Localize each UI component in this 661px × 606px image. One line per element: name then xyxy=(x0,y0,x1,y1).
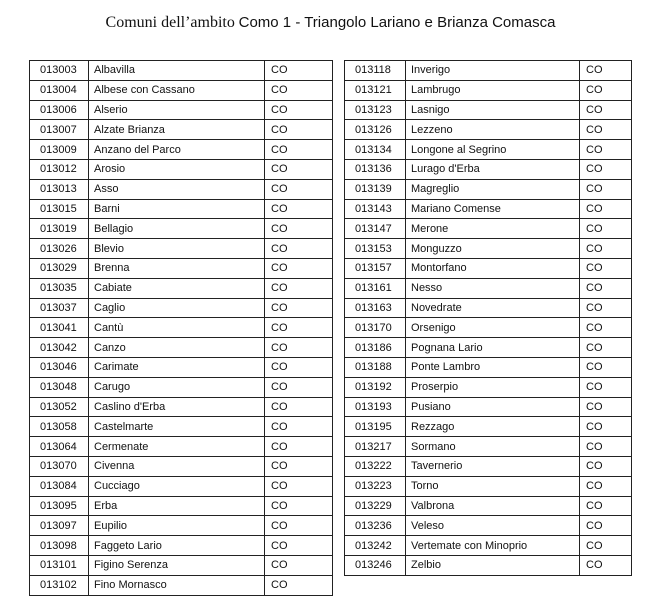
istat-code-cell: 013139 xyxy=(345,179,406,199)
istat-code-cell: 013097 xyxy=(30,516,89,536)
istat-code-cell: 013037 xyxy=(30,298,89,318)
istat-code-cell: 013098 xyxy=(30,536,89,556)
table-row xyxy=(30,140,333,160)
province-cell: CO xyxy=(580,298,632,318)
municipality-name-cell: Alserio xyxy=(89,100,265,120)
table-row xyxy=(345,61,632,81)
istat-code-cell: 013222 xyxy=(345,456,406,476)
istat-code-cell: 013004 xyxy=(30,80,89,100)
municipality-name-cell: Anzano del Parco xyxy=(89,140,265,160)
municipality-name-cell: Alzate Brianza xyxy=(89,120,265,140)
table-row xyxy=(30,219,333,239)
table-row xyxy=(30,377,333,397)
table-row xyxy=(30,298,333,318)
istat-code-cell: 013048 xyxy=(30,377,89,397)
table-row xyxy=(30,239,333,259)
istat-code-cell: 013242 xyxy=(345,536,406,556)
province-cell: CO xyxy=(580,100,632,120)
municipality-name-cell: Lurago d'Erba xyxy=(406,159,580,179)
table-row xyxy=(30,397,333,417)
istat-code-cell: 013223 xyxy=(345,476,406,496)
municipality-name-cell: Lezzeno xyxy=(406,120,580,140)
table-row xyxy=(30,417,333,437)
table-row xyxy=(345,140,632,160)
table-row xyxy=(345,219,632,239)
table-row xyxy=(345,397,632,417)
table-row xyxy=(30,437,333,457)
municipality-name-cell: Arosio xyxy=(89,159,265,179)
istat-code-cell: 013188 xyxy=(345,357,406,377)
istat-code-cell: 013046 xyxy=(30,357,89,377)
municipality-name-cell: Figino Serenza xyxy=(89,555,265,575)
province-cell: CO xyxy=(265,159,333,179)
table-row xyxy=(345,199,632,219)
province-cell: CO xyxy=(265,278,333,298)
table-row xyxy=(30,357,333,377)
istat-code-cell: 013042 xyxy=(30,338,89,358)
province-cell: CO xyxy=(580,456,632,476)
province-cell: CO xyxy=(580,397,632,417)
table-row xyxy=(345,338,632,358)
province-cell: CO xyxy=(580,258,632,278)
province-cell: CO xyxy=(265,199,333,219)
istat-code-cell: 013236 xyxy=(345,516,406,536)
istat-code-cell: 013064 xyxy=(30,437,89,457)
table-row xyxy=(30,80,333,100)
municipality-name-cell: Monguzzo xyxy=(406,239,580,259)
table-row xyxy=(30,555,333,575)
table-row xyxy=(30,476,333,496)
municipality-name-cell: Albese con Cassano xyxy=(89,80,265,100)
table-row xyxy=(30,496,333,516)
table-row xyxy=(30,179,333,199)
municipality-name-cell: Carugo xyxy=(89,377,265,397)
province-cell: CO xyxy=(580,120,632,140)
province-cell: CO xyxy=(580,61,632,81)
istat-code-cell: 013136 xyxy=(345,159,406,179)
municipality-name-cell: Torno xyxy=(406,476,580,496)
table-row xyxy=(30,575,333,595)
province-cell: CO xyxy=(265,140,333,160)
istat-code-cell: 013126 xyxy=(345,120,406,140)
municipality-name-cell: Orsenigo xyxy=(406,318,580,338)
istat-code-cell: 013123 xyxy=(345,100,406,120)
province-cell: CO xyxy=(265,516,333,536)
province-cell: CO xyxy=(265,397,333,417)
province-cell: CO xyxy=(265,456,333,476)
table-row xyxy=(345,159,632,179)
table-row xyxy=(30,536,333,556)
province-cell: CO xyxy=(580,377,632,397)
istat-code-cell: 013193 xyxy=(345,397,406,417)
municipality-name-cell: Pognana Lario xyxy=(406,338,580,358)
istat-code-cell: 013186 xyxy=(345,338,406,358)
table-row xyxy=(345,179,632,199)
municipality-name-cell: Erba xyxy=(89,496,265,516)
table-row xyxy=(345,120,632,140)
province-cell: CO xyxy=(265,258,333,278)
municipality-name-cell: Faggeto Lario xyxy=(89,536,265,556)
province-cell: CO xyxy=(580,476,632,496)
municipality-name-cell: Ponte Lambro xyxy=(406,357,580,377)
istat-code-cell: 013134 xyxy=(345,140,406,160)
table-row xyxy=(30,318,333,338)
istat-code-cell: 013013 xyxy=(30,179,89,199)
municipalities-table-right xyxy=(344,60,632,576)
municipality-name-cell: Barni xyxy=(89,199,265,219)
istat-code-cell: 013246 xyxy=(345,555,406,575)
province-cell: CO xyxy=(265,377,333,397)
istat-code-cell: 013157 xyxy=(345,258,406,278)
istat-code-cell: 013101 xyxy=(30,555,89,575)
table-row xyxy=(345,258,632,278)
province-cell: CO xyxy=(265,338,333,358)
table-row xyxy=(345,536,632,556)
municipality-name-cell: Brenna xyxy=(89,258,265,278)
table-row xyxy=(30,258,333,278)
istat-code-cell: 013095 xyxy=(30,496,89,516)
municipality-name-cell: Magreglio xyxy=(406,179,580,199)
istat-code-cell: 013170 xyxy=(345,318,406,338)
province-cell: CO xyxy=(265,100,333,120)
table-row xyxy=(30,120,333,140)
province-cell: CO xyxy=(265,179,333,199)
municipality-name-cell: Fino Mornasco xyxy=(89,575,265,595)
istat-code-cell: 013121 xyxy=(345,80,406,100)
municipality-name-cell: Zelbio xyxy=(406,555,580,575)
table-row xyxy=(345,278,632,298)
province-cell: CO xyxy=(265,80,333,100)
province-cell: CO xyxy=(580,318,632,338)
municipality-name-cell: Mariano Comense xyxy=(406,199,580,219)
municipality-name-cell: Carimate xyxy=(89,357,265,377)
municipality-name-cell: Sormano xyxy=(406,437,580,457)
municipality-name-cell: Caslino d'Erba xyxy=(89,397,265,417)
istat-code-cell: 013192 xyxy=(345,377,406,397)
istat-code-cell: 013029 xyxy=(30,258,89,278)
municipality-name-cell: Albavilla xyxy=(89,61,265,81)
municipality-name-cell: Proserpio xyxy=(406,377,580,397)
table-row xyxy=(30,456,333,476)
province-cell: CO xyxy=(580,437,632,457)
istat-code-cell: 013015 xyxy=(30,199,89,219)
municipality-name-cell: Asso xyxy=(89,179,265,199)
municipality-name-cell: Valbrona xyxy=(406,496,580,516)
istat-code-cell: 013052 xyxy=(30,397,89,417)
province-cell: CO xyxy=(265,120,333,140)
table-row xyxy=(30,199,333,219)
table-row xyxy=(345,298,632,318)
municipality-name-cell: Veleso xyxy=(406,516,580,536)
province-cell: CO xyxy=(265,496,333,516)
istat-code-cell: 013147 xyxy=(345,219,406,239)
istat-code-cell: 013163 xyxy=(345,298,406,318)
table-row xyxy=(345,239,632,259)
province-cell: CO xyxy=(265,61,333,81)
istat-code-cell: 013102 xyxy=(30,575,89,595)
municipality-name-cell: Lambrugo xyxy=(406,80,580,100)
province-cell: CO xyxy=(580,239,632,259)
istat-code-cell: 013229 xyxy=(345,496,406,516)
istat-code-cell: 013019 xyxy=(30,219,89,239)
municipality-name-cell: Pusiano xyxy=(406,397,580,417)
table-row xyxy=(30,100,333,120)
province-cell: CO xyxy=(580,80,632,100)
municipality-name-cell: Vertemate con Minoprio xyxy=(406,536,580,556)
province-cell: CO xyxy=(265,318,333,338)
municipality-name-cell: Civenna xyxy=(89,456,265,476)
table-row xyxy=(345,437,632,457)
municipality-name-cell: Montorfano xyxy=(406,258,580,278)
table-row xyxy=(345,417,632,437)
province-cell: CO xyxy=(580,179,632,199)
province-cell: CO xyxy=(580,338,632,358)
province-cell: CO xyxy=(265,298,333,318)
table-row xyxy=(345,496,632,516)
province-cell: CO xyxy=(265,476,333,496)
municipality-name-cell: Caglio xyxy=(89,298,265,318)
istat-code-cell: 013012 xyxy=(30,159,89,179)
municipality-name-cell: Canzo xyxy=(89,338,265,358)
table-row xyxy=(345,476,632,496)
municipality-name-cell: Cantù xyxy=(89,318,265,338)
table-row xyxy=(345,516,632,536)
municipality-name-cell: Lasnigo xyxy=(406,100,580,120)
istat-code-cell: 013118 xyxy=(345,61,406,81)
istat-code-cell: 013058 xyxy=(30,417,89,437)
table-row xyxy=(30,278,333,298)
municipality-name-cell: Rezzago xyxy=(406,417,580,437)
province-cell: CO xyxy=(580,140,632,160)
istat-code-cell: 013153 xyxy=(345,239,406,259)
page-title xyxy=(0,14,661,32)
istat-code-cell: 013084 xyxy=(30,476,89,496)
istat-code-cell: 013009 xyxy=(30,140,89,160)
istat-code-cell: 013026 xyxy=(30,239,89,259)
table-row xyxy=(30,61,333,81)
istat-code-cell: 013006 xyxy=(30,100,89,120)
title-prefix: Comuni dell’ambito xyxy=(105,14,235,31)
province-cell: CO xyxy=(580,159,632,179)
province-cell: CO xyxy=(580,219,632,239)
istat-code-cell: 013035 xyxy=(30,278,89,298)
province-cell: CO xyxy=(580,417,632,437)
municipality-name-cell: Cabiate xyxy=(89,278,265,298)
municipality-name-cell: Castelmarte xyxy=(89,417,265,437)
province-cell: CO xyxy=(580,536,632,556)
title-ambito-name: Como 1 - Triangolo Lariano e Brianza Comasca xyxy=(238,14,556,31)
province-cell: CO xyxy=(580,199,632,219)
province-cell: CO xyxy=(265,219,333,239)
istat-code-cell: 013161 xyxy=(345,278,406,298)
province-cell: CO xyxy=(580,555,632,575)
table-row xyxy=(345,318,632,338)
municipality-name-cell: Novedrate xyxy=(406,298,580,318)
istat-code-cell: 013003 xyxy=(30,61,89,81)
province-cell: CO xyxy=(580,516,632,536)
istat-code-cell: 013041 xyxy=(30,318,89,338)
municipality-name-cell: Nesso xyxy=(406,278,580,298)
province-cell: CO xyxy=(265,239,333,259)
province-cell: CO xyxy=(265,437,333,457)
province-cell: CO xyxy=(580,278,632,298)
istat-code-cell: 013217 xyxy=(345,437,406,457)
municipality-name-cell: Merone xyxy=(406,219,580,239)
table-row xyxy=(345,357,632,377)
istat-code-cell: 013143 xyxy=(345,199,406,219)
table-row xyxy=(30,159,333,179)
istat-code-cell: 013195 xyxy=(345,417,406,437)
table-row xyxy=(345,555,632,575)
municipality-name-cell: Cucciago xyxy=(89,476,265,496)
municipality-name-cell: Longone al Segrino xyxy=(406,140,580,160)
municipality-name-cell: Tavernerio xyxy=(406,456,580,476)
municipality-name-cell: Cermenate xyxy=(89,437,265,457)
table-row xyxy=(345,80,632,100)
municipality-name-cell: Inverigo xyxy=(406,61,580,81)
municipality-name-cell: Blevio xyxy=(89,239,265,259)
province-cell: CO xyxy=(265,536,333,556)
province-cell: CO xyxy=(265,357,333,377)
province-cell: CO xyxy=(265,417,333,437)
municipality-name-cell: Bellagio xyxy=(89,219,265,239)
table-row xyxy=(30,338,333,358)
province-cell: CO xyxy=(580,357,632,377)
municipalities-table-left xyxy=(29,60,333,596)
province-cell: CO xyxy=(265,555,333,575)
istat-code-cell: 013007 xyxy=(30,120,89,140)
table-row xyxy=(30,516,333,536)
municipality-name-cell: Eupilio xyxy=(89,516,265,536)
table-row xyxy=(345,377,632,397)
province-cell: CO xyxy=(580,496,632,516)
province-cell: CO xyxy=(265,575,333,595)
table-row xyxy=(345,456,632,476)
table-row xyxy=(345,100,632,120)
istat-code-cell: 013070 xyxy=(30,456,89,476)
